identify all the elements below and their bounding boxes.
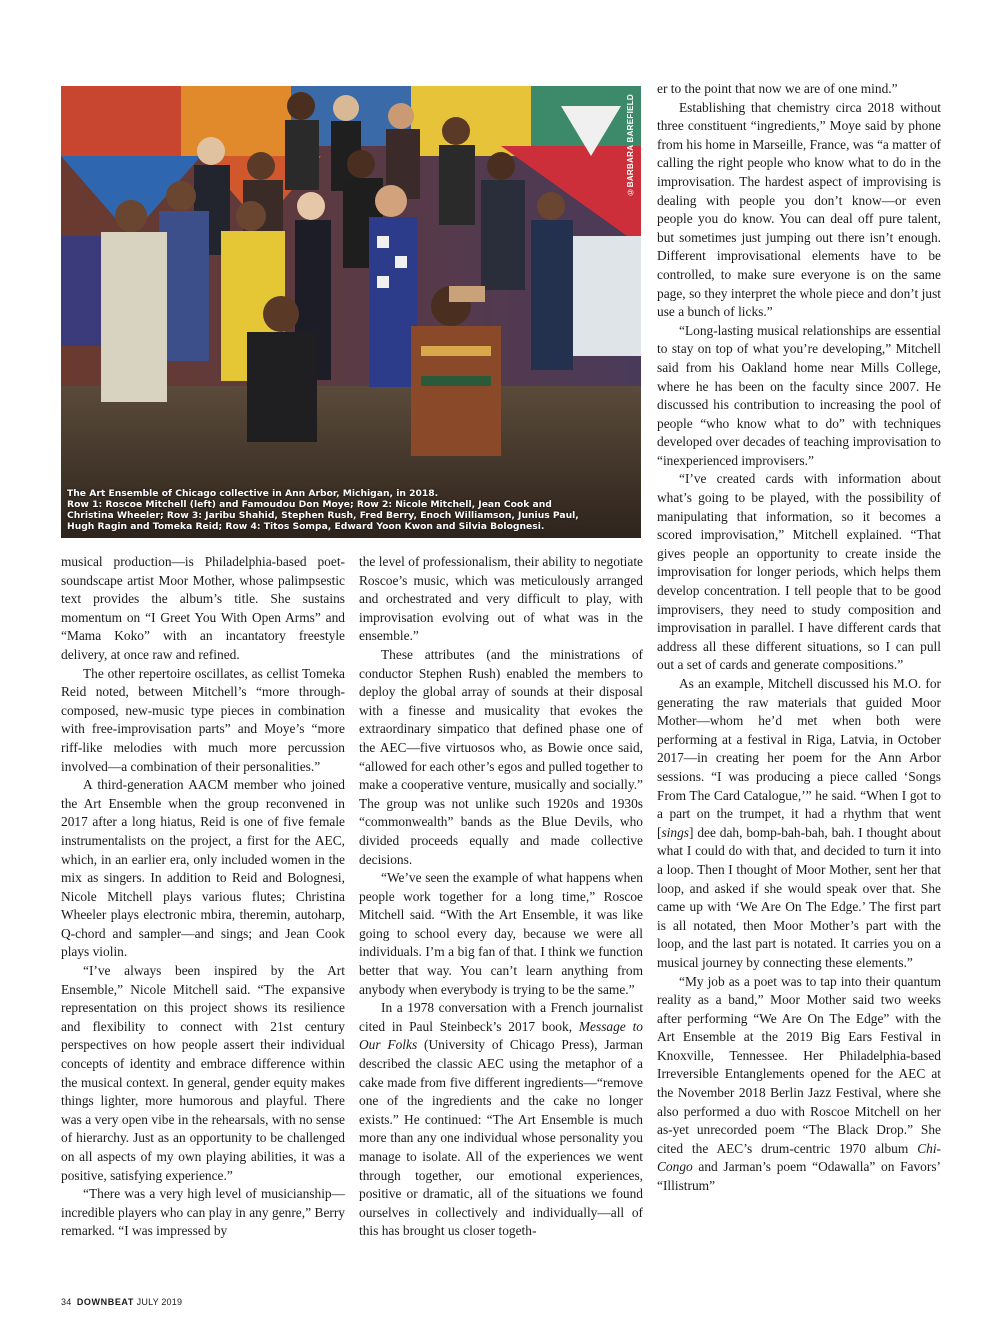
text-run: ] dee dah, bomp-bah-bah, bah. I thought about what I could do with that, and decided to turn it into a loop. Then I thought of Moor Mother, sent her that loop, and asked if she would speak over that. She came up with ‘We Are On The Edge.’ The first part is all notated, then Moor Mother’s part with the loop, and the last part is notated. It carries you on a musical journey by connecting these elements.” [657,824,941,970]
page-number: 34 [61,1297,72,1307]
paragraph: “There was a very high level of musicianship—incredible players who can play in any genre,” Berry remarked. “I was impressed by [61,1186,345,1239]
photo-caption [67,488,631,532]
text-run: and Jarman’s poem “Odawalla” on Favors’ “Illistrum” [657,1159,941,1194]
paragraph: These attributes (and the ministrations of conductor Stephen Rush) enabled the members to deploy the global array of sounds at their disposal with a finesse and musicality that evokes the extraordinary simpatico that defined phase one of the AEC—five virtuosos who, as Bowie once said, “allowed for each other’s egos and pulled together to make a cooperative venture, musically and socially.” The group was not unlike such 1920s and 1930s “commonwealth” bands as the Blue Devils, who divided proceeds equally and made collective decisions. [359,646,643,867]
paragraph [359,999,643,1241]
paragraph: er to the point that now we are of one mind.” [657,81,898,96]
paragraph: “I’ve created cards with information about what’s going to be played, with the possibility of manipulating that information, so it becomes a scored improvisation,” Mitchell explained. “That gives people an opportunity to create inside the improvisation for longer periods, which helps them develop concentration. I tell people that to be good improvisers, they need to study composition and improvisation in parallel. I have different cards that address all these different situations, so I can pull out a set of cards and generate compositions.” [657,471,941,673]
paragraph: “I’ve always been inspired by the Art Ensemble,” Nicole Mitchell said. “The expansive representation on this project shows its resilience and flexibility to connect with 21st century perspectives on how people assert their individual concepts of identity and embrace difference within the musical context. In general, gender equity makes things lighter, more humorous and playful. There was a very open vibe in the rehearsals, with no sense of hierarchy. Just as an opportunity to be challenged on all aspects of my own playing abilities, it was a positive, satisfying experience.” [61,963,345,1183]
article-column-1 [61,553,345,1273]
paragraph: the level of professionalism, their ability to negotiate Roscoe’s music, which was meticulously arranged and orchestrated and very difficult to play, with improvisation evolving out of what was in the ensemble.” [359,554,643,644]
text-run: “My job as a poet was to tap into their quantum reality as a band,” Moor Mother said two weeks after performing “We Are On The Edge” with the Art Ensemble at the 2019 Big Ears Festival in Knoxville, Tennessee. Her Philadelphia-based Irreversible Entanglements opened for the AEC at the November 2018 Berlin Jazz Festival, where she also performed a duo with Roscoe Mitchell on her as-yet unrecorded poem “The Black Drop.” She cited the AEC’s drum-centric 1970 album [657,973,941,1156]
text-run: In a 1978 conversation with a French journalist cited in Paul Steinbeck’s 2017 book, [359,1000,643,1034]
caption-line: The Art Ensemble of Chicago collective in Ann Arbor, Michigan, in 2018. [67,488,439,499]
paragraph [657,675,941,973]
book-title: Message to Our Folks [359,1018,643,1053]
article-column-3 [657,80,941,1275]
text-run: As an example, Mitchell discussed his M.O. for generating the raw materials that guided Moor Mother—whom he’d met when both were performing at a festival in Riga, Latvia, in October 2017—in creating her poem for the Ann Arbor sessions. “I was producing a piece called ‘Songs From The Card Catalogue,’” he said. “When I got to a part on the trumpet, it had a rhythm that went [ [657,676,941,840]
article-column-2 [359,553,643,1273]
paragraph: musical production—is Philadelphia-based poet-soundscape artist Moor Mother, whose palimpsestic text provides the album’s title. She sustains momentum on “I Greet You With Open Arms” and “Mama Koko” with an incantatory freestyle delivery, at once raw and refined. [61,554,345,662]
paragraph: The other repertoire oscillates, as cellist Tomeka Reid noted, between Mitchell’s “more through-composed, new-music type pieces in combination with free-improvisation parts” and Moye’s “more riff-like melodies with much more percussion involved—a combination of their personalities.” [61,665,345,774]
paragraph: “Long-lasting musical relationships are essential to stay on top of what you’re developing,” Mitchell said from his Oakland home near Mills College, where he has been on the faculty since 2007. He discussed his contribution to increasing the pool of people “who know what to do” with techniques developed over decades of teaching improvisation to “inexperienced improvisers.” [657,322,941,468]
paragraph [657,973,941,1196]
photo-credit: ©BARBARA BAREFIELD [626,94,635,197]
paragraph: “We’ve seen the example of what happens when people work together for a long time,” Roscoe Mitchell said. “With the Art Ensemble, it was like going to school every day, because we were all individuals. I’m a big fan of that. I think we function better that way. You can’t learn anything from anybody when everybody is trying to be the same.” [359,870,643,997]
paragraph: Establishing that chemistry circa 2018 without three constituent “ingredients,” Moye said by phone from his home in Marseille, France, was “a matter of calling the right people who know what to do in the improvisation. The hardest aspect of improvising is dealing with people you don’t know—or even people you do know. You can deal off pure talent, but sometimes just jumping out there isn’t enough. Different improvisational elements have to be controlled, to make sure everyone is on the same page, so they interpret the whole piece and don’t just use a bunch of licks.” [657,99,941,320]
issue-date: JULY 2019 [136,1297,183,1307]
caption-line: Row 1: Roscoe Mitchell (left) and Famoudou Don Moye; Row 2: Nicole Mitchell, Jean Cook and [67,499,552,510]
album-title: Chi-Congo [657,1140,941,1175]
page-footer [61,1297,182,1307]
paragraph: A third-generation AACM member who joined the Art Ensemble when the group reconvened in 2017 after a long hiatus, Reid is one of five female instrumentalists on the project, a first for the AEC, which, in an earlier era, only included women in the mix as singers. In addition to Reid and Bolognesi, Nicole Mitchell plays various flutes; Christina Wheeler plays electronic mbira, theremin, autoharp, Q-chord and sampler—and sings; and Jean Cook plays violin. [61,777,345,960]
text-run: (University of Chicago Press), Jarman described the classic AEC using the metaphor of a cake made from five different ingredients—“remove one of the ingredients and the cake no longer exists.” He continued: “The Art Ensemble is much more than any one individual whose personality you manage to isolate. All of the experiences we went through together, our emotional experiences, positive or dramatic, all of the situations we found ourselves in collectively and individually—all of this has brought us closer togeth- [359,1037,643,1239]
magazine-name: DOWNBEAT [76,1297,134,1307]
caption-line: Christina Wheeler; Row 3: Jaribu Shahid, Stephen Rush, Fred Berry, Enoch Williamson, Junius Paul, [67,510,579,521]
group-photo-image [61,86,641,538]
group-photo [61,86,641,538]
stage-direction: sings [661,824,690,840]
caption-line: Hugh Ragin and Tomeka Reid; Row 4: Titos Sompa, Edward Yoon Kwon and Silvia Bolognesi. [67,521,545,532]
